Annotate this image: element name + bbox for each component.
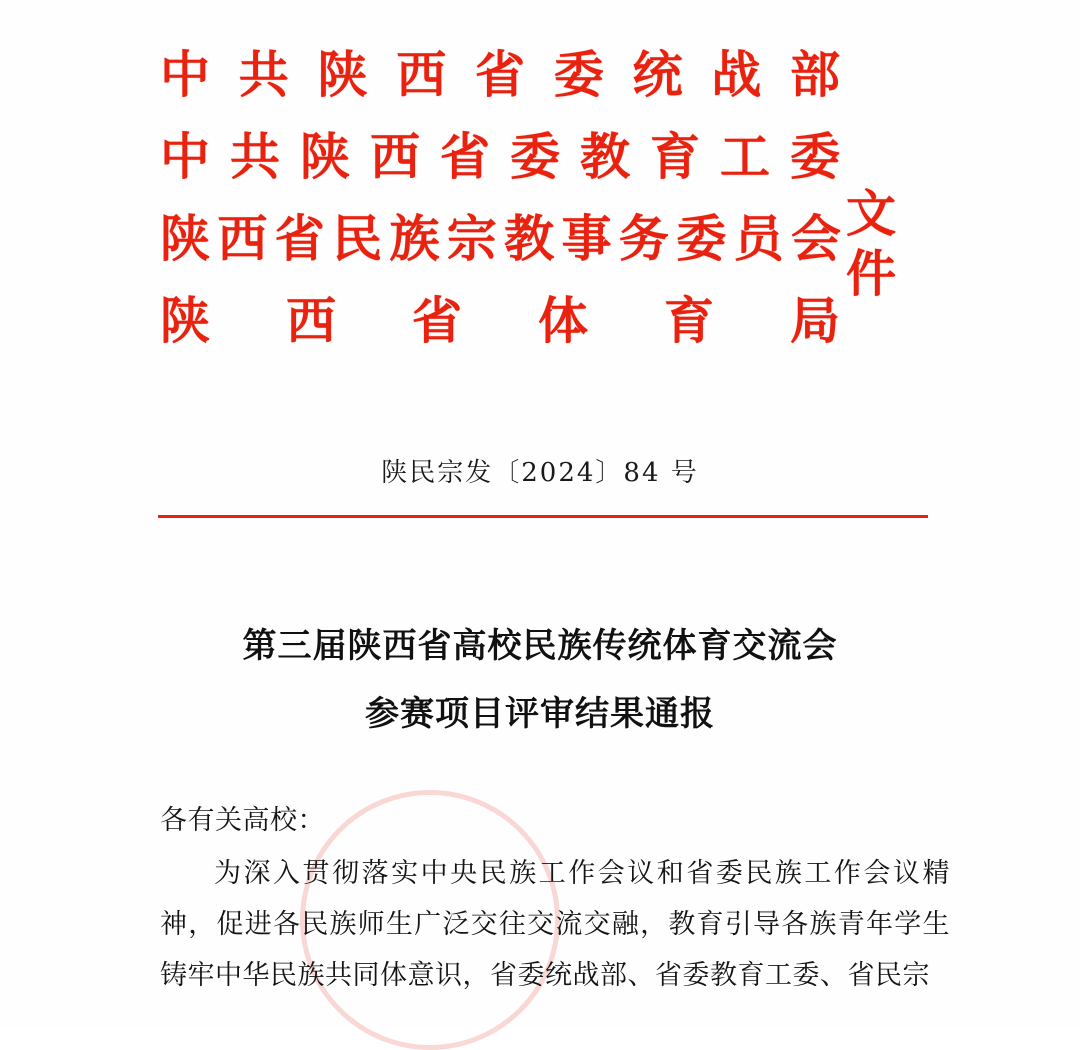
letterhead-line-2: [160, 116, 840, 198]
letterhead-char: 务: [618, 209, 668, 268]
letterhead-document-word-char-2: 件: [846, 244, 896, 303]
letterhead-document-word-char-1: 文: [846, 184, 896, 243]
letterhead-char: 工: [720, 127, 770, 186]
letterhead-char: 战: [711, 45, 762, 104]
letterhead-char: 统: [632, 45, 683, 104]
letterhead-char: 员: [733, 209, 783, 268]
letterhead-char: 委: [790, 127, 840, 186]
letterhead-char: 宗: [446, 209, 496, 268]
letterhead-char: 委: [553, 45, 604, 104]
letterhead-char: 共: [230, 127, 280, 186]
letterhead-line-1: [160, 34, 840, 116]
letterhead-char: 共: [238, 45, 289, 104]
letterhead-char: 委: [510, 127, 560, 186]
letterhead-char: 教: [580, 127, 630, 186]
letterhead-line-3: [160, 198, 840, 280]
letterhead-char: 会: [790, 209, 840, 268]
letterhead-char: 育: [650, 127, 700, 186]
body-content: [160, 795, 950, 1001]
letterhead-char: 育: [664, 291, 714, 350]
letterhead-char: 体: [538, 291, 588, 350]
letterhead-char: 部: [790, 45, 840, 104]
letterhead-char: 事: [561, 209, 611, 268]
letterhead-char: 委: [676, 209, 726, 268]
letterhead-char: 陕: [160, 291, 210, 350]
letterhead-char: 教: [504, 209, 554, 268]
page-title-line-2: 参赛项目评审结果通报: [365, 694, 715, 734]
letterhead-char: 西: [217, 209, 267, 268]
letterhead-char: 省: [412, 291, 462, 350]
red-divider-rule: [158, 515, 928, 518]
letterhead-char: 局: [790, 291, 840, 350]
letterhead-line-4: [160, 280, 840, 362]
salutation: 各有关高校：: [160, 805, 325, 836]
letterhead-char: 中: [160, 45, 210, 104]
letterhead-char: 西: [286, 291, 336, 350]
letterhead-char: 西: [396, 45, 447, 104]
page-title: [0, 612, 1080, 748]
letterhead-char: 族: [389, 209, 439, 268]
page-title-line-1: 第三届陕西省高校民族传统体育交流会: [242, 626, 838, 666]
letterhead-document-word: [846, 184, 896, 304]
letterhead-char: 省: [440, 127, 490, 186]
letterhead-char: 陕: [317, 45, 368, 104]
letterhead: [0, 34, 1080, 384]
letterhead-char: 省: [475, 45, 525, 104]
letterhead-issuers: [160, 34, 840, 362]
document-number: 陕民宗发〔2024〕84 号: [381, 458, 699, 488]
letterhead-char: 陕: [300, 127, 350, 186]
letterhead-char: 中: [160, 127, 210, 186]
letterhead-char: 陕: [160, 209, 209, 268]
letterhead-char: 西: [370, 127, 420, 186]
letterhead-char: 省: [274, 209, 324, 268]
body-paragraph-1: 为深入贯彻落实中央民族工作会议和省委民族工作会议精神，促进各民族师生广泛交往交流交融，教育引导各族青年学生铸牢中华民族共同体意识，省委统战部、省委教育工委、省民宗: [160, 858, 950, 991]
letterhead-char: 民: [332, 209, 382, 268]
